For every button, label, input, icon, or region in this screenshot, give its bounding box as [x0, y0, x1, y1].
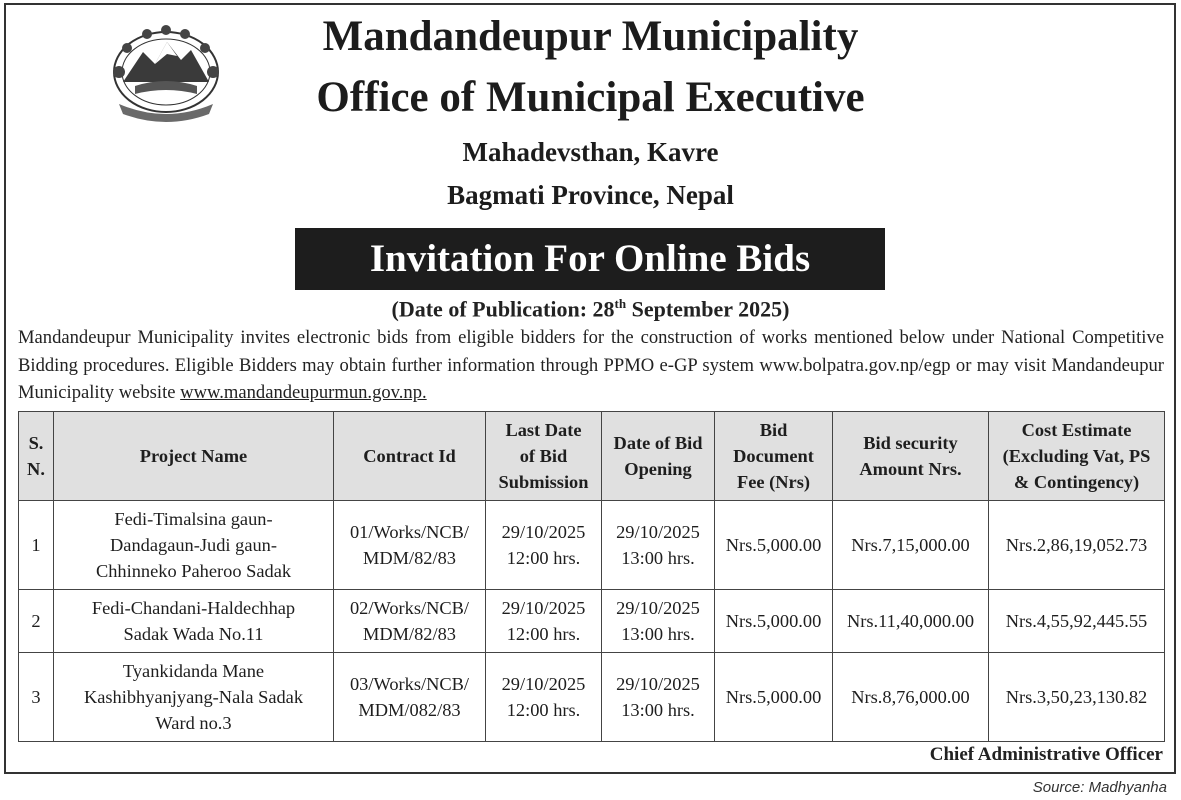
cell-document-fee: Nrs.5,000.00 — [715, 590, 833, 653]
cell-cost-estimate: Nrs.4,55,92,445.55 — [989, 590, 1165, 653]
invitation-banner: Invitation For Online Bids — [295, 228, 885, 290]
cell-bid-security: Nrs.8,76,000.00 — [833, 653, 989, 742]
cell-project-name: Tyankidanda Mane Kashibhyanjyang-Nala Sadak Ward no.3 — [54, 653, 334, 742]
office-title: Office of Municipal Executive — [316, 74, 865, 121]
publication-date-prefix: (Date of Publication: 28 — [391, 296, 615, 322]
header-bid-security: Bid security Amount Nrs. — [833, 412, 989, 501]
publication-date-superscript: th — [614, 296, 627, 311]
cell-document-fee: Nrs.5,000.00 — [715, 653, 833, 742]
address-line-2: Bagmati Province, Nepal — [447, 180, 734, 210]
cell-sn: 1 — [19, 501, 54, 590]
cell-opening-date: 29/10/2025 13:00 hrs. — [602, 590, 715, 653]
signatory-title: Chief Administrative Officer — [929, 744, 1163, 765]
header-cost-estimate: Cost Estimate (Excluding Vat, PS & Contingency) — [989, 412, 1165, 501]
cell-last-date: 29/10/2025 12:00 hrs. — [486, 590, 602, 653]
table-row — [19, 501, 1165, 590]
header-last-date: Last Date of Bid Submission — [486, 412, 602, 501]
municipality-website-link[interactable]: www.mandandeupurmun.gov.np. — [180, 382, 427, 403]
cell-bid-security: Nrs.7,15,000.00 — [833, 501, 989, 590]
publication-date — [0, 296, 1181, 322]
cell-sn: 3 — [19, 653, 54, 742]
header-opening-date: Date of Bid Opening — [602, 412, 715, 501]
cell-sn: 2 — [19, 590, 54, 653]
cell-contract-id: 03/Works/NCB/ MDM/082/83 — [334, 653, 486, 742]
cell-contract-id: 02/Works/NCB/ MDM/82/83 — [334, 590, 486, 653]
cell-cost-estimate: Nrs.3,50,23,130.82 — [989, 653, 1165, 742]
bids-table — [18, 411, 1165, 742]
cell-last-date: 29/10/2025 12:00 hrs. — [486, 653, 602, 742]
header-sn: S. N. — [19, 412, 54, 501]
table-row — [19, 653, 1165, 742]
cell-opening-date: 29/10/2025 13:00 hrs. — [602, 653, 715, 742]
publication-date-suffix: September 2025) — [626, 296, 790, 322]
cell-cost-estimate: Nrs.2,86,19,052.73 — [989, 501, 1165, 590]
address-line-1: Mahadevsthan, Kavre — [462, 137, 719, 167]
source-credit: Source: Madhyanha — [1032, 779, 1167, 796]
table-header-row — [19, 412, 1165, 501]
cell-document-fee: Nrs.5,000.00 — [715, 501, 833, 590]
cell-project-name: Fedi-Timalsina gaun- Dandagaun-Judi gaun- Chhinneko Paheroo Sadak — [54, 501, 334, 590]
cell-project-name: Fedi-Chandani-Haldechhap Sadak Wada No.11 — [54, 590, 334, 653]
cell-last-date: 29/10/2025 12:00 hrs. — [486, 501, 602, 590]
header-contract-id: Contract Id — [334, 412, 486, 501]
cell-opening-date: 29/10/2025 13:00 hrs. — [602, 501, 715, 590]
header-project-name: Project Name — [54, 412, 334, 501]
cell-bid-security: Nrs.11,40,000.00 — [833, 590, 989, 653]
intro-paragraph — [18, 324, 1164, 407]
header-document-fee: Bid Document Fee (Nrs) — [715, 412, 833, 501]
intro-text: Mandandeupur Municipality invites electronic bids from eligible bidders for the construction of works mentioned below under National Competitive Bidding procedures. Eligible Bidders may obtain further information through PPMO e-GP system www.bolpatra.gov.np/egp or may visit Mandandeupur Municipality website — [18, 327, 1164, 403]
table-row — [19, 590, 1165, 653]
cell-contract-id: 01/Works/NCB/ MDM/82/83 — [334, 501, 486, 590]
municipality-title: Mandandeupur Municipality — [322, 13, 859, 60]
